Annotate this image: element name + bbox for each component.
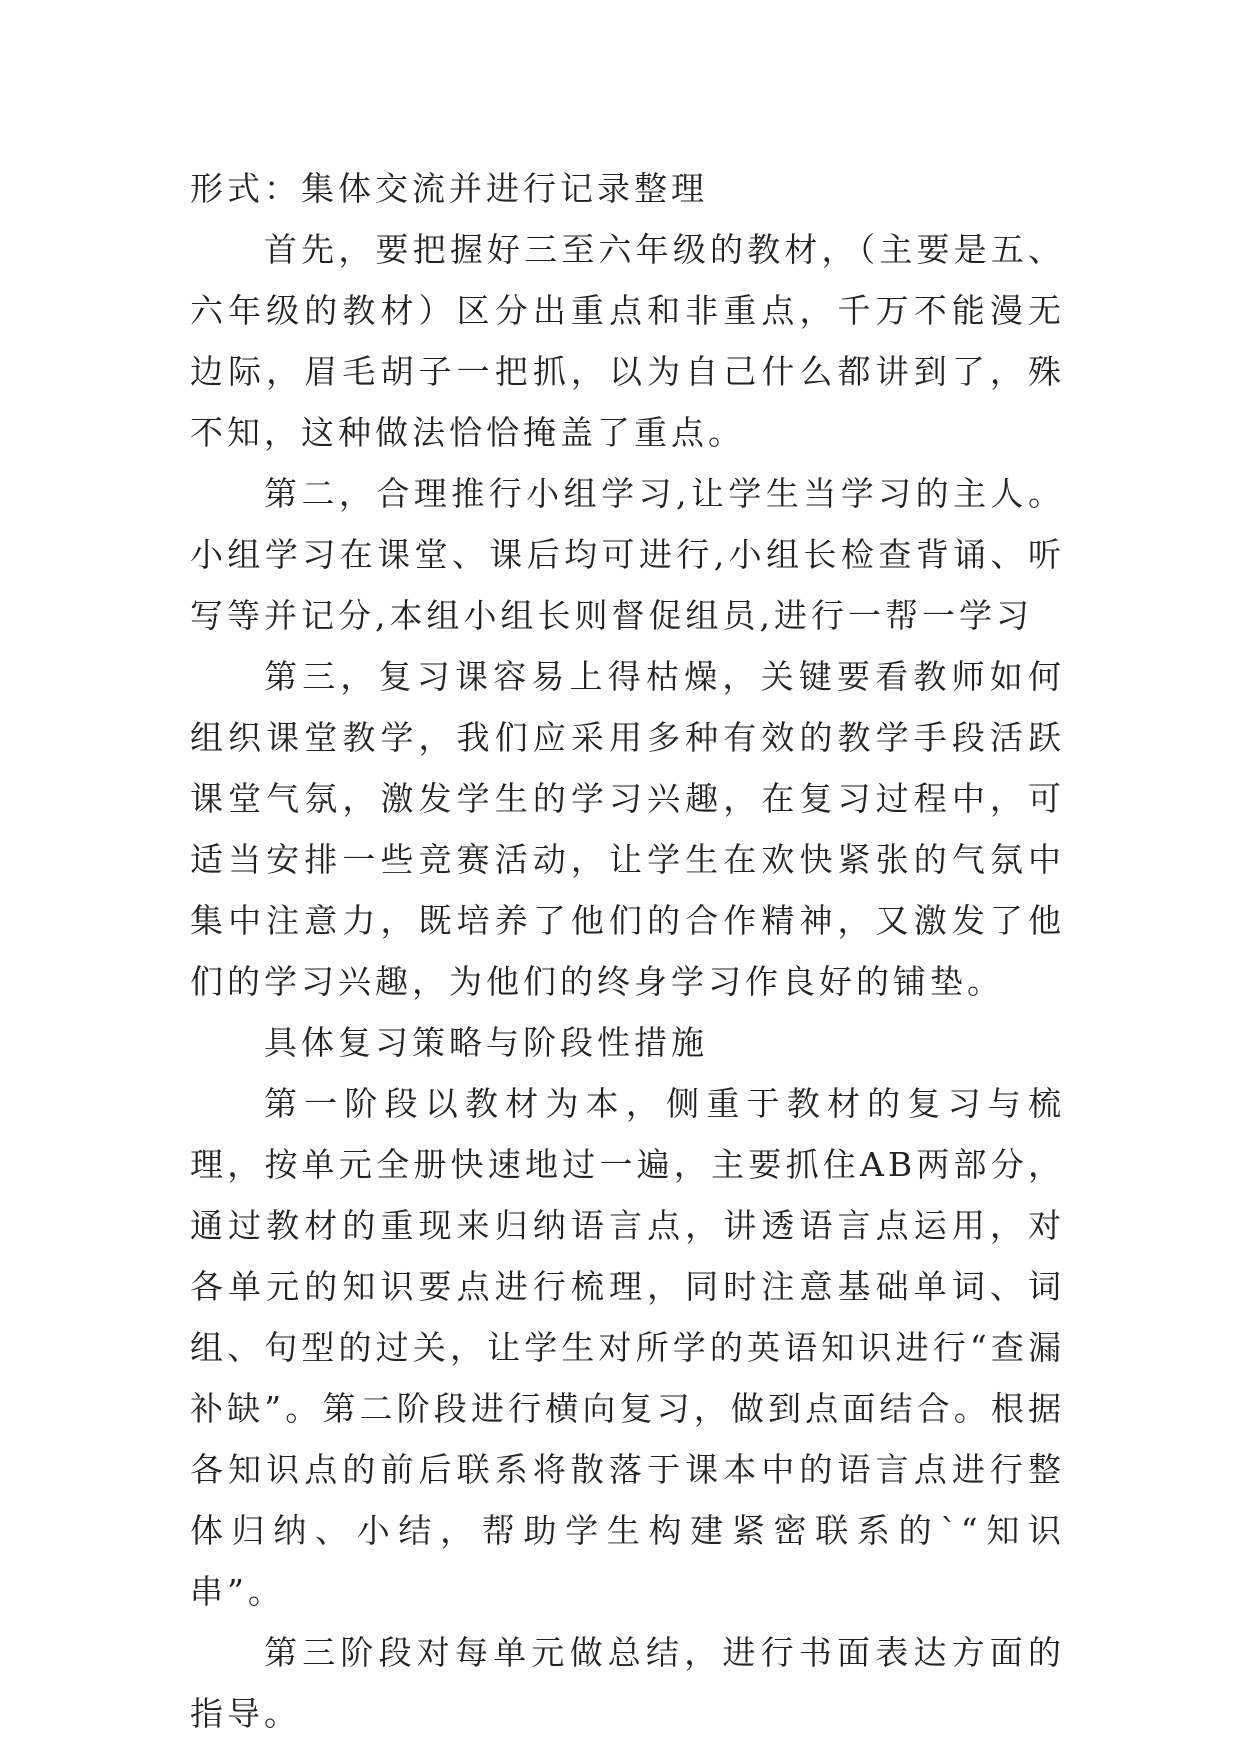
paragraph-third: 第三，复习课容易上得枯燥，关键要看教师如何组织课堂教学，我们应采用多种有效的教学手段活跃课堂气氛，激发学生的学习兴趣，在复习过程中，可适当安排一些竞赛活动，让学生在欢快紧张的气氛中集中注意力，既培养了他们的合作精神，又激发了他们的学习兴趣，为他们的终身学习作良好的铺垫。	[190, 657, 1065, 1001]
paragraph-stage-three: 第三阶段对每单元做总结，进行书面表达方面的指导。	[190, 1633, 1065, 1733]
paragraph-second: 第二，合理推行小组学习,让学生当学习的主人。小组学习在课堂、课后均可进行,小组长检查背诵、听写等并记分,本组小组长则督促组员,进行一帮一学习	[190, 474, 1065, 635]
section-heading: 具体复习策略与阶段性措施	[264, 1023, 708, 1062]
document-body	[190, 158, 1065, 1744]
paragraph-first: 首先，要把握好三至六年级的教材，（主要是五、六年级的教材）区分出重点和非重点，千万不能漫无边际，眉毛胡子一把抓，以为自己什么都讲到了，殊不知，这种做法恰恰掩盖了重点。	[190, 230, 1065, 452]
paragraph-format: 形式：集体交流并进行记录整理	[190, 169, 708, 208]
paragraph-stage-one-two: 第一阶段以教材为本，侧重于教材的复习与梳理，按单元全册快速地过一遍，主要抓住AB两部分，通过教材的重现来归纳语言点，讲透语言点运用，对各单元的知识要点进行梳理，同时注意基础单词、词组、句型的过关，让学生对所学的英语知识进行“查漏补缺”。第二阶段进行横向复习，做到点面结合。根据各知识点的前后联系将散落于课本中的语言点进行整体归纳、小结，帮助学生构建紧密联系的`“知识串”。	[190, 1084, 1065, 1611]
